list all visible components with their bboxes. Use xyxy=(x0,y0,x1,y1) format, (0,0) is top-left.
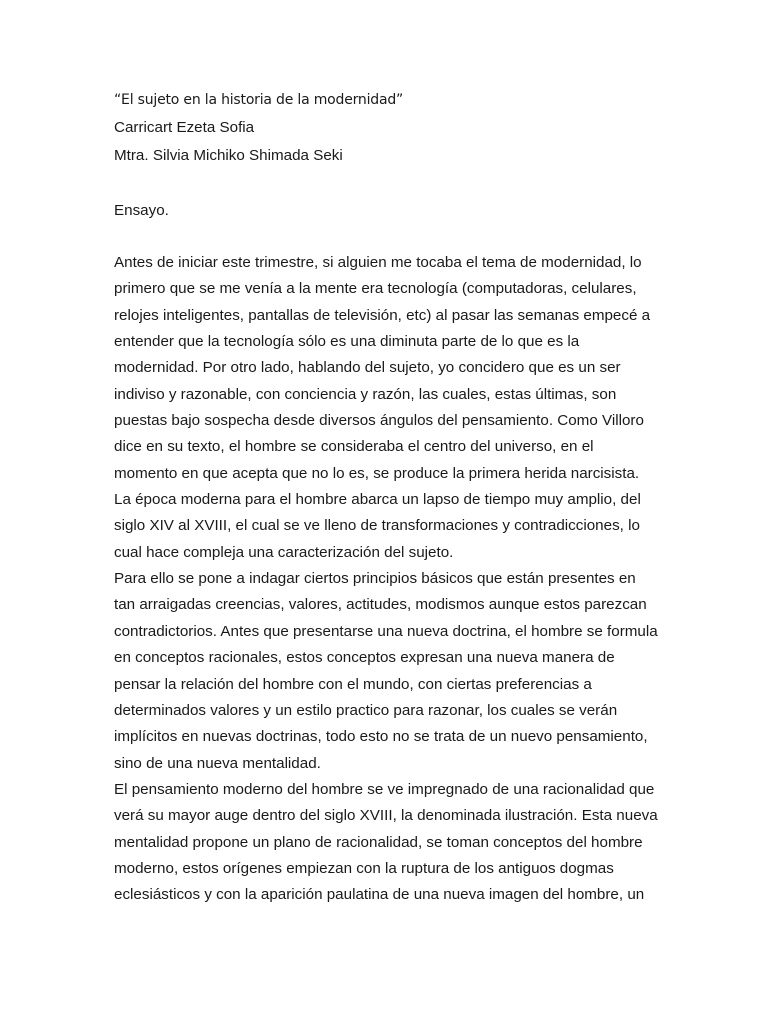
essay-title: “El sujeto en la historia de la modernidad” xyxy=(114,92,404,108)
text-line: contradictorios. Antes que presentarse una nueva doctrina, el hombre se formula xyxy=(114,622,658,640)
text-line: Antes de iniciar este trimestre, si alguien me tocaba el tema de modernidad, lo xyxy=(114,254,642,271)
text-line: mentalidad propone un plano de racionalidad, se toman conceptos del hombre xyxy=(114,833,643,851)
text-line: verá su mayor auge dentro del siglo XVIII, la denominada ilustración. Esta nueva xyxy=(114,807,658,825)
text-line: puestas bajo sospecha desde diversos ángulos del pensamiento. Como Villoro xyxy=(114,412,644,430)
text-line: en conceptos racionales, estos conceptos expresan una nueva manera de xyxy=(114,649,615,667)
text-line: eclesiásticos y con la aparición paulatina de una nueva imagen del hombre, un xyxy=(114,886,645,904)
author-name: Carricart Ezeta Sofia xyxy=(114,119,255,136)
document-page xyxy=(114,86,658,909)
text-line: dice en su texto, el hombre se consideraba el centro del universo, en el xyxy=(114,438,594,456)
text-line: entender que la tecnología sólo es una diminuta parte de lo que es la xyxy=(114,333,580,351)
essay-body xyxy=(114,250,658,909)
text-line: primero que se me venía a la mente era tecnología (computadoras, celulares, xyxy=(114,280,637,298)
text-line: El pensamiento moderno del hombre se ve impregnado de una racionalidad que xyxy=(114,780,655,798)
text-line: pensar la relación del hombre con el mundo, con ciertas preferencias a xyxy=(114,675,592,693)
text-line: Para ello se pone a indagar ciertos principios básicos que están presentes en xyxy=(114,570,636,588)
paragraph-2 xyxy=(114,566,658,777)
paragraph-3 xyxy=(114,777,658,909)
text-line: sino de una nueva mentalidad. xyxy=(114,754,321,772)
text-line: modernidad. Por otro lado, hablando del sujeto, yo concidero que es un ser xyxy=(114,359,621,377)
text-line: relojes inteligentes, pantallas de televisión, etc) al pasar las semanas empecé a xyxy=(114,306,651,324)
text-line: cual hace compleja una caracterización del sujeto. xyxy=(114,543,454,561)
text-line: determinados valores y un estilo practico para razonar, los cuales se verán xyxy=(114,701,618,719)
paragraph-1 xyxy=(114,250,651,566)
text-line: siglo XIV al XVIII, el cual se ve lleno de transformaciones y contradicciones, lo xyxy=(114,517,640,535)
text-line: La época moderna para el hombre abarca un lapso de tiempo muy amplio, del xyxy=(114,491,641,509)
text-line: implícitos en nuevas doctrinas, todo esto no se trata de un nuevo pensamiento, xyxy=(114,728,648,746)
text-line: momento en que acepta que no lo es, se produce la primera herida narcisista. xyxy=(114,464,640,482)
text-line: tan arraigadas creencias, valores, actitudes, modismos aunque estos parezcan xyxy=(114,596,647,614)
text-line: moderno, estos orígenes empiezan con la ruptura de los antiguos dogmas xyxy=(114,859,614,877)
teacher-name: Mtra. Silvia Michiko Shimada Seki xyxy=(114,147,343,164)
text-line: indiviso y razonable, con conciencia y razón, las cuales, estas últimas, son xyxy=(114,385,617,403)
document-genre: Ensayo. xyxy=(114,202,169,219)
